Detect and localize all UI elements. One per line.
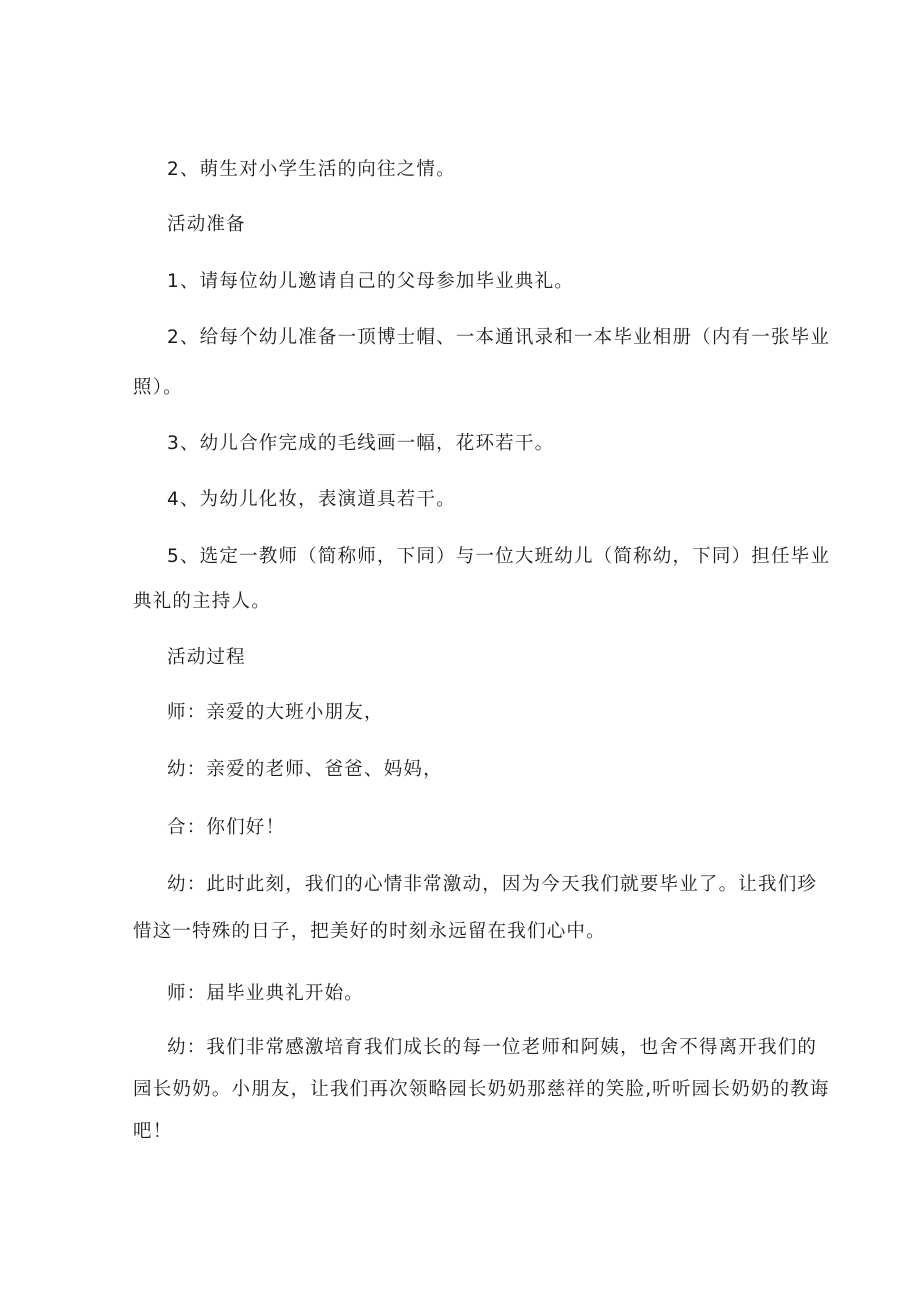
- paragraph-prep-1: 1、请每位幼儿邀请自己的父母参加毕业典礼。: [167, 271, 574, 292]
- dialogue-child-3-line1: 幼：我们非常感激培育我们成长的每一位老师和阿姨，也舍不得离开我们的: [167, 1037, 818, 1058]
- dialogue-child-1: 幼：亲爱的老师、爸爸、妈妈，: [167, 759, 443, 780]
- paragraph-prep-2-line1: 2、给每个幼儿准备一顶博士帽、一本通讯录和一本毕业相册（内有一张毕业: [167, 327, 831, 348]
- paragraph-goal-2: 2、萌生对小学生活的向往之情。: [167, 159, 456, 180]
- paragraph-prep-3: 3、幼儿合作完成的毛线画一幅，花环若干。: [167, 433, 555, 454]
- dialogue-child-3-line3: 吧！: [133, 1121, 173, 1142]
- dialogue-child-2-line1: 幼：此时此刻，我们的心情非常激动，因为今天我们就要毕业了。让我们珍: [167, 874, 818, 895]
- section-heading-process: 活动过程: [167, 647, 246, 668]
- paragraph-prep-5-line1: 5、选定一教师（简称师，下同）与一位大班幼儿（简称幼，下同）担任毕业: [167, 546, 831, 567]
- paragraph-prep-5-line2: 典礼的主持人。: [133, 591, 271, 612]
- paragraph-prep-2-line2: 照）。: [133, 377, 183, 398]
- dialogue-teacher-1: 师：亲爱的大班小朋友，: [167, 702, 384, 723]
- dialogue-child-3-line2: 园长奶奶。小朋友，让我们再次领略园长奶奶那慈祥的笑脸,听听园长奶奶的教诲: [133, 1079, 830, 1100]
- dialogue-together: 合：你们好！: [167, 817, 286, 838]
- section-heading-preparation: 活动准备: [167, 214, 246, 235]
- dialogue-child-2-line2: 惜这一特殊的日子，把美好的时刻永远留在我们心中。: [133, 921, 606, 942]
- dialogue-teacher-2: 师：届毕业典礼开始。: [167, 983, 365, 1004]
- paragraph-prep-4: 4、为幼儿化妆，表演道具若干。: [167, 489, 456, 510]
